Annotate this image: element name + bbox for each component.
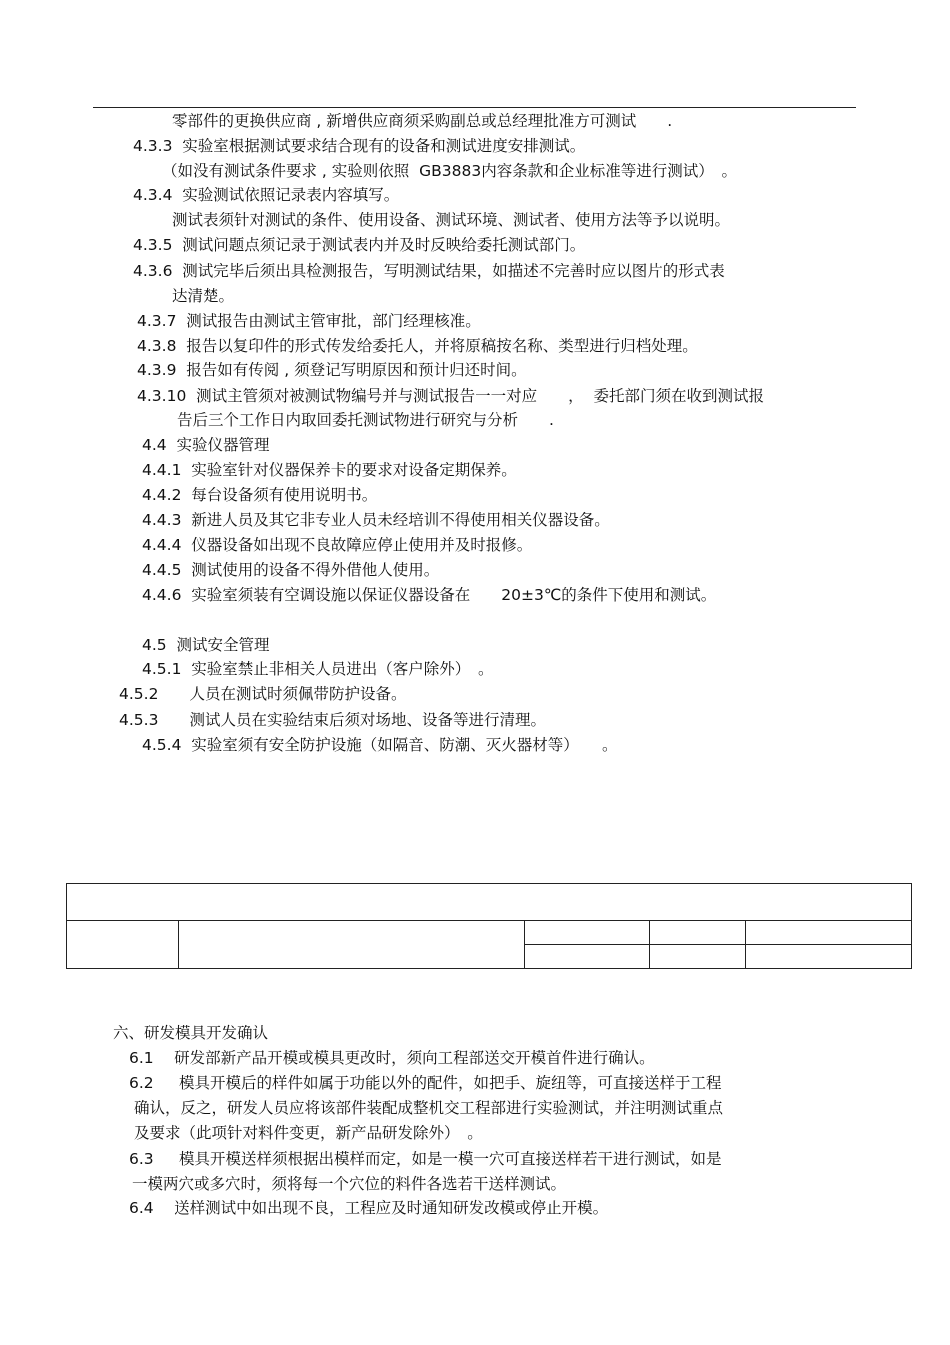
text-line: 一模两穴或多穴时，须将每一个穴位的料件各选若干送样测试。 [132, 1175, 567, 1193]
section-4-5-heading: 4.5 测试安全管理 [142, 636, 270, 654]
clause-4-3-6: 4.3.6 测试完毕后须出具检测报告，写明测试结果，如描述不完善时应以图片的形式表 [133, 262, 725, 280]
text-line: 确认，反之，研发人员应将该部件装配成整机交工程部进行实验测试，并注明测试重点 [134, 1099, 724, 1117]
clause-4-3-10: 4.3.10 测试主管须对被测试物编号并与测试报告一一对应 ， 委托部门须在收到测试报 [137, 387, 765, 405]
clause-4-3-4: 4.3.4 实验测试依照记录表内容填写。 [133, 186, 400, 204]
clause-4-5-3: 4.5.3 测试人员在实验结束后须对场地、设备等进行清理。 [119, 711, 546, 729]
clause-4-4-3: 4.4.3 新进人员及其它非专业人员未经培训不得使用相关仪器设备。 [142, 511, 610, 529]
table-col-divider [178, 920, 179, 968]
clause-6-3: 6.3 模具开模送样须根据出模样而定，如是一模一穴可直接送样若干进行测试，如是 [129, 1150, 722, 1168]
clause-4-4-5: 4.4.5 测试使用的设备不得外借他人使用。 [142, 561, 440, 579]
clause-4-3-7: 4.3.7 测试报告由测试主管审批，部门经理核准。 [137, 312, 481, 330]
clause-4-4-6: 4.4.6 实验室须装有空调设施以保证仪器设备在 20±3℃的条件下使用和测试。 [142, 586, 717, 604]
clause-4-3-3: 4.3.3 实验室根据测试要求结合现有的设备和测试进度安排测试。 [133, 137, 586, 155]
text-line: 告后三个工作日内取回委托测试物进行研究与分析 . [177, 411, 554, 429]
text-line: 达清楚。 [172, 287, 235, 305]
table-row-divider [67, 920, 911, 921]
clause-6-2: 6.2 模具开模后的样件如属于功能以外的配件，如把手、旋纽等，可直接送样于工程 [129, 1074, 722, 1092]
blank-form-table [66, 883, 912, 969]
clause-6-1: 6.1 研发部新产品开模或模具更改时，须向工程部送交开模首件进行确认。 [129, 1049, 655, 1067]
clause-4-3-8: 4.3.8 报告以复印件的形式传发给委托人，并将原稿按名称、类型进行归档处理。 [137, 337, 698, 355]
clause-4-4-2: 4.4.2 每台设备须有使用说明书。 [142, 486, 378, 504]
clause-4-4-1: 4.4.1 实验室针对仪器保养卡的要求对设备定期保养。 [142, 461, 517, 479]
header-rule [93, 107, 856, 108]
section-4-4-heading: 4.4 实验仪器管理 [142, 436, 270, 454]
section-6-heading: 六、研发模具开发确认 [113, 1024, 269, 1042]
clause-4-5-2: 4.5.2 人员在测试时须佩带防护设备。 [119, 685, 407, 703]
clause-4-5-4: 4.5.4 实验室须有安全防护设施（如隔音、防潮、灭火器材等） 。 [142, 736, 618, 754]
clause-4-3-5: 4.3.5 测试问题点须记录于测试表内并及时反映给委托测试部门。 [133, 236, 586, 254]
clause-4-4-4: 4.4.4 仪器设备如出现不良故障应停止使用并及时报修。 [142, 536, 533, 554]
clause-4-3-9: 4.3.9 报告如有传阅 , 须登记写明原因和预计归还时间。 [137, 361, 527, 379]
text-line: （如没有测试条件要求 , 实验则依照 GB3883内容条款和企业标准等进行测试） 。 [162, 162, 737, 180]
text-line: 零部件的更换供应商 , 新增供应商须采购副总或总经理批准方可测试 . [172, 112, 673, 130]
table-row-divider [524, 944, 911, 945]
text-line: 测试表须针对测试的条件、使用设备、测试环境、测试者、使用方法等予以说明。 [172, 211, 731, 229]
clause-6-4: 6.4 送样测试中如出现不良，工程应及时通知研发改模或停止开模。 [129, 1199, 609, 1217]
clause-4-5-1: 4.5.1 实验室禁止非相关人员进出（客户除外） 。 [142, 660, 494, 678]
text-line: 及要求（此项针对料件变更，新产品研发除外） 。 [134, 1124, 483, 1142]
